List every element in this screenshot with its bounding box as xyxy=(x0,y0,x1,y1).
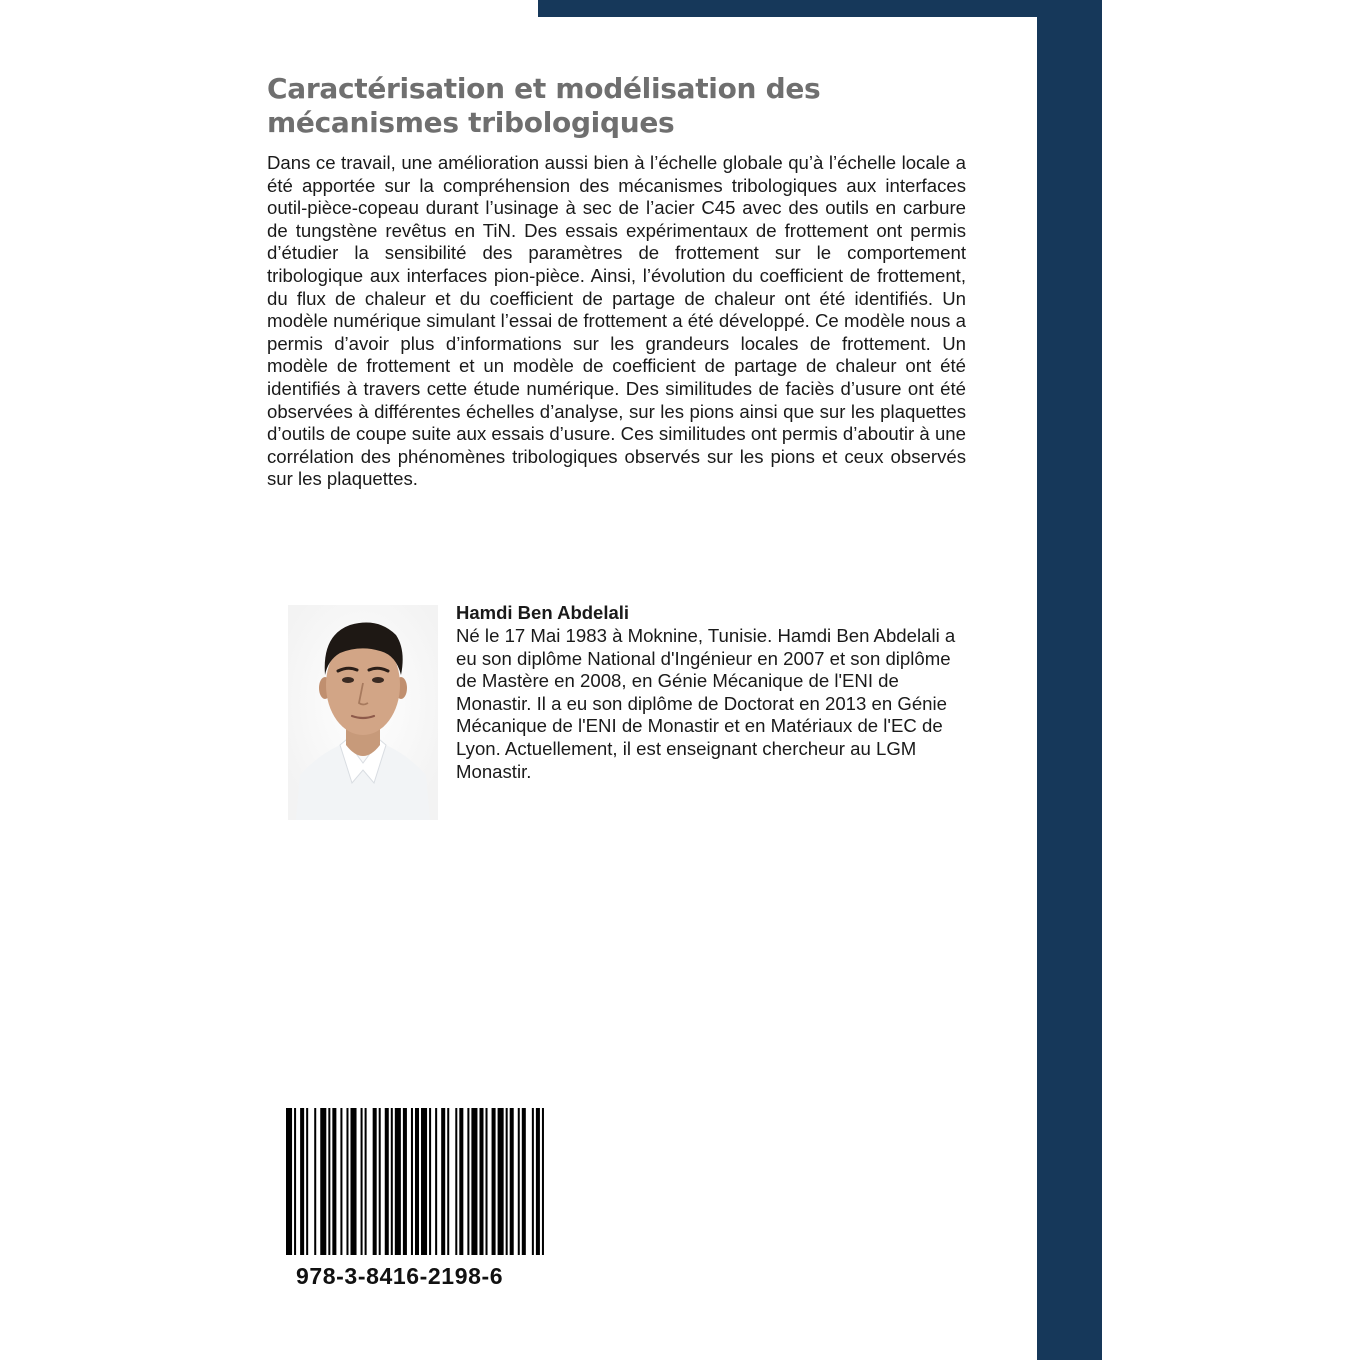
barcode-bar xyxy=(332,1108,336,1255)
barcode-bar xyxy=(294,1108,296,1255)
barcode-bar xyxy=(498,1108,504,1255)
barcode-bar xyxy=(510,1108,514,1255)
barcode-bar xyxy=(459,1108,463,1255)
book-title: Caractérisation et modélisation des mécanismes tribologiques xyxy=(267,72,821,139)
barcode-bar xyxy=(379,1108,381,1255)
barcode-bar xyxy=(411,1108,413,1255)
barcode-bar xyxy=(522,1108,526,1255)
book-summary: Dans ce travail, une amélioration aussi bien à l’échelle globale qu’à l’échelle locale a été apportée sur la compréhension des mécanismes tribologiques aux interfaces outil-pièce-copeau durant l’usinage à sec de l’acier C45 avec des outils en carbure de tungstène revêtus en TiN. Des essais expérimentaux de frottement ont permis d’étudier la sensibilité des paramètres de frottement sur le comportement tribologique aux interfaces pion-pièce. Ainsi, l’évolution du coefficient de frottement, du flux de chaleur et du coefficient de partage de chaleur ont été identifiés. Un modèle numérique simulant l’essai de frottement a été développé. Ce modèle nous a permis d’avoir plus d’informations sur les grandeurs locales de frottement. Un modèle de frottement et un modèle de coefficient de partage de chaleur ont été identifiés à travers cette étude numérique. Des similitudes de faciès d’usure ont été observées à différentes échelles d’analyse, sur les pions ainsi que sur les plaquettes d’outils de coupe suite aux essais d’usure. Ces similitudes ont permis d’aboutir à une corrélation des phénomènes tribologiques observés sur les pions et ceux observés sur les plaquettes. xyxy=(267,152,966,490)
barcode-bar xyxy=(328,1108,330,1255)
isbn-barcode xyxy=(286,1108,550,1255)
barcode-bar xyxy=(492,1108,496,1255)
barcode-bar xyxy=(286,1108,292,1255)
author-biography: Né le 17 Mai 1983 à Moknine, Tunisie. Hamdi Ben Abdelali a eu son diplôme National d'Ingénieur en 2007 et son diplôme de Mastère en 2008, en Génie Mécanique de l'ENI de Monastir. Il a eu son diplôme de Doctorat en 2013 en Génie Mécanique de l'ENI de Monastir et en Matériaux de l'EC de Lyon. Actuellement, il est enseignant chercheur au LGM Monastir. xyxy=(456,625,956,782)
cover-spine-band xyxy=(1037,0,1102,1360)
barcode-bar xyxy=(415,1108,419,1255)
barcode-bar xyxy=(536,1108,540,1255)
barcode-bar xyxy=(467,1108,469,1255)
barcode-bar xyxy=(435,1108,437,1255)
cover-top-band xyxy=(538,0,1102,17)
isbn-number: 978-3-8416-2198-6 xyxy=(296,1263,504,1289)
barcode-bar xyxy=(320,1108,326,1255)
barcode-bar xyxy=(532,1108,534,1255)
barcode-bar xyxy=(340,1108,342,1255)
barcode-bar xyxy=(421,1108,427,1255)
barcode-bar xyxy=(441,1108,445,1255)
barcode-bar xyxy=(306,1108,308,1255)
barcode-bar xyxy=(395,1108,401,1255)
barcode-bar xyxy=(542,1108,544,1255)
barcode-bar xyxy=(479,1108,483,1255)
barcode-bar xyxy=(447,1108,449,1255)
barcode-bar xyxy=(361,1108,363,1255)
barcode-bar xyxy=(429,1108,431,1255)
barcode-bar xyxy=(346,1108,348,1255)
barcode-bar xyxy=(506,1108,508,1255)
barcode-bar xyxy=(385,1108,389,1255)
barcode-bar xyxy=(403,1108,407,1255)
author-portrait xyxy=(288,605,438,820)
barcode-bar xyxy=(486,1108,488,1255)
barcode-bar xyxy=(373,1108,377,1255)
author-name: Hamdi Ben Abdelali xyxy=(456,602,630,623)
barcode-bar xyxy=(314,1108,316,1255)
barcode-bar xyxy=(471,1108,477,1255)
barcode-bar xyxy=(518,1108,520,1255)
barcode-bar xyxy=(300,1108,304,1255)
barcode-bar xyxy=(365,1108,367,1255)
barcode-bar xyxy=(455,1108,457,1255)
barcode-bar xyxy=(350,1108,356,1255)
barcode-bar xyxy=(391,1108,393,1255)
